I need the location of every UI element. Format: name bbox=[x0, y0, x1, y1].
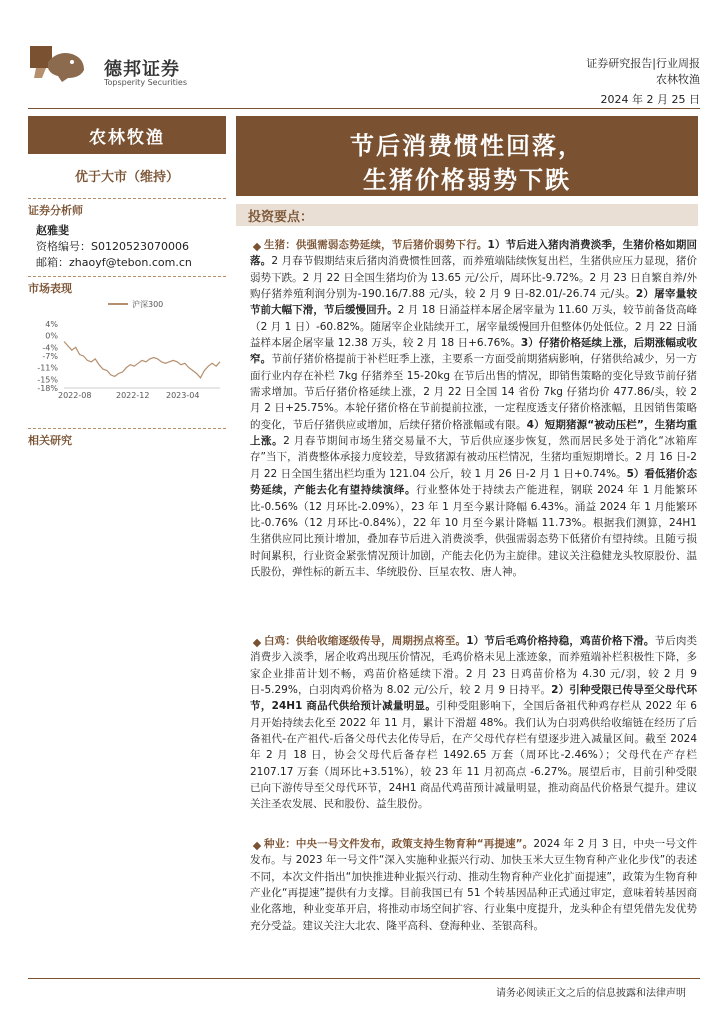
y-tick-label: 0% bbox=[45, 331, 58, 341]
rating-label: 优于大市（维持） bbox=[74, 170, 179, 185]
analyst-email: 邮箱：zhaoyf@tebon.com.cn bbox=[36, 256, 192, 269]
hogs-point1-lead: 1）节后进入猪肉消费淡季，生猪价格如期回落。 bbox=[250, 239, 698, 268]
hogs-point4-lead: 4）短期猪源“被动压栏”，生猪均重上涨。 bbox=[250, 418, 698, 448]
broilers-point1-lead: 1）节后毛鸡价格持稳，鸡苗价格下滑。 bbox=[466, 635, 655, 647]
y-tick-label: -15% bbox=[37, 375, 58, 385]
x-tick-label: 2022-08 bbox=[58, 391, 92, 400]
tebon-logo-icon bbox=[28, 44, 90, 84]
hogs-point2-text: 2 月 18 日涌益样本屠企屠宰量为 11.60 万头，较节前备货高峰（2 月 1 日）-60.82%。随屠宰企业陆续开工，屠宰量缓慢回升但整体仍处低位。2 月 22 日涌益样本屠企屠宰量 12.38 万头，较 2 月 18 日+6.76%。 bbox=[250, 304, 698, 350]
related-research-heading: 相关研究 bbox=[28, 428, 226, 448]
hogs-point5-text: 行业整体处于持续去产能进程，钢联 2024 年 1 月能繁环比-0.56%（12 月环比-2.09%），23 年 1 月至今累计降幅 6.43%。涌益 2024 年 1 月能繁环比-0.76%（12 月环比-0.84%），22 年 10 月至今累计降幅 11.73%。根据我们测算，24H1 生猪供应同比预计增加，叠加春节后进入消费淡季，供强需弱态势下低猪价有望持续。且随亏损时间累积，行业资金紧张情况预计加剧，产能去化仍为主旋律。建议关注稳健龙头牧原股份、温氏股份，弹性标的新五丰、华统股份、巨星农牧、唐人神。 bbox=[250, 484, 697, 578]
hogs-point1-text: 2 月春节假期结束后猪肉消费惯性回落，而养殖端陆续恢复出栏，生猪供应压力显现，猪价弱势下跌。2 月 22 日全国生猪均价为 13.65 元/公斤，周环比-9.72%。2 月 23 日自繁自养/外购仔猪养殖利润分别为-190.16/7.88 元/头，较 2 月 9 日-82.01/-26.74 元/头。 bbox=[250, 255, 697, 301]
hogs-point3-lead: 3）仔猪价格延续上涨，后期涨幅或收窄。 bbox=[250, 337, 697, 366]
y-tick-label: -18% bbox=[37, 384, 58, 393]
broilers-point2-text: 引种受阻影响下，全国后备祖代种鸡存栏从 2022 年 6 月开始持续去化至 2022 年 11 月，累计下滑超 48%。我们认为白羽鸡供给收缩链在经历了后备祖代-在产祖代-后备父母代去化传导后，在产父母代存栏有望逐步进入减量区间。截至 2024 年 2 月 18 日，协会父母代后备存栏 1492.65 万套（周环比-2.46%）；父母代在产存栏 2107.17 万套（周环比+3.51%），较 23 年 11 月初高点 -6.27%。展望后市，目前引种受限已向下游传导至父母代环节，24H1 商品代鸡苗预计减量明显，推动商品代价格景气提升。建议关注圣农发展、民和股份、益生股份。 bbox=[250, 700, 697, 811]
section-broilers bbox=[250, 633, 697, 813]
x-tick-label: 2022-12 bbox=[116, 391, 150, 400]
market-heading: 市场表现 bbox=[28, 276, 226, 296]
report-type: 证券研究报告|行业周报 bbox=[586, 57, 700, 70]
brand-name-en: Topsperity Securities bbox=[104, 78, 188, 87]
report-date: 2024 年 2 月 25 日 bbox=[600, 93, 700, 106]
report-title-box bbox=[236, 116, 698, 196]
hogs-point2-lead: 2）屠宰量较节前大幅下滑，节后缓慢回升。 bbox=[250, 288, 698, 317]
analyst-name: 赵雅斐 bbox=[36, 224, 69, 237]
section-broilers-lead: 白鸡：供给收缩逐级传导，周期拐点将至。 bbox=[264, 635, 467, 647]
sector-label: 农林牧渔 bbox=[28, 116, 226, 154]
series-line-hs300 bbox=[64, 342, 220, 378]
section-hogs-lead: 生猪：供强需弱态势延续，节后猪价弱势下行。 bbox=[264, 239, 488, 251]
hogs-point5-lead: 5）看低猪价态势延续，产能去化有望持续演绎。 bbox=[250, 467, 697, 497]
key-points-label: 投资要点： bbox=[248, 210, 314, 225]
footer-disclaimer: 请务必阅读正文之后的信息披露和法律声明 bbox=[496, 988, 686, 999]
report-sector: 农林牧渔 bbox=[656, 73, 700, 86]
broilers-point1-text: 节后肉类消费步入淡季，屠企收鸡出现压价情况，毛鸡价格未见上涨迹象，而养殖端补栏积极性下降，多家企业排苗计划不畅，鸡苗价格延续下滑。2 月 23 日鸡苗价格为 4.30 元/羽，较 2 月 9 日-5.29%，白羽肉鸡价格为 8.02 元/公斤，较 2 月 9 日持平。 bbox=[250, 635, 698, 697]
broilers-point2-lead: 2）引种受限已传导至父母代环节，24H1 商品代供给预计减量明显。 bbox=[250, 684, 697, 713]
report-title-line1: 节后消费惯性回落， bbox=[350, 132, 584, 160]
section-hogs bbox=[250, 237, 697, 580]
section-seeds bbox=[250, 836, 697, 934]
market-performance-chart bbox=[28, 296, 226, 408]
report-title-line2: 生猪价格弱势下跌 bbox=[363, 166, 571, 194]
y-tick-label: -11% bbox=[37, 363, 58, 373]
hogs-point4-text: 2 月春节期间市场生猪交易量不大，节后供应逐步恢复，然而居民多处于消化“冰箱库存”当下，消费整体承接力度较差，导致猪源有被动压栏情况，生猪均重短期增长。2 月 16 日-2 月 22 日全国生猪出栏均重为 121.04 公斤，较 1 月 26 日-2 月 1 日+0.74%。 bbox=[250, 435, 697, 480]
brand-name: 德邦证券 bbox=[104, 59, 180, 80]
legend-label: 沪深300 bbox=[132, 300, 164, 309]
hogs-point3-text: 节前仔猪价格提前于补栏旺季上涨，主要系一方面受前期猪病影响，仔猪供给减少，另一方面行业内存在补栏 7kg 仔猪养至 15-20kg 在节后出售的情况，即销售策略的变化导致节前仔猪需求增加。节后仔猪价格延续上涨，2 月 22 日全国 14 省份 7kg 仔猪均价 477.86/头，较 2 月 2 日+25.75%。本轮仔猪价格在节前提前拉涨，一定程度透支仔猪价格涨幅，且因销售策略的变化，节后仔猪供应或增加，后续仔猪价格涨幅或有限。 bbox=[250, 353, 698, 431]
footer-divider bbox=[28, 978, 700, 979]
section-seeds-lead: 种业：中央一号文件发布，政策支持生物育种“再提速”。 bbox=[264, 838, 534, 850]
x-tick-label: 2023-04 bbox=[166, 391, 200, 400]
analyst-heading: 证券分析师 bbox=[28, 198, 226, 218]
analyst-cert: 资格编号：S0120523070006 bbox=[36, 240, 189, 253]
header-divider bbox=[28, 108, 700, 109]
y-tick-label: -7% bbox=[42, 352, 58, 361]
y-tick-label: 4% bbox=[45, 320, 58, 329]
seeds-text: 2024 年 2 月 3 日，中央一号文件发布。与 2023 年一号文件“深入实施种业振兴行动、加快玉米大豆生物育种产业化步伐”的表述不同，本次文件指出“加快推进种业振兴行动、推动生物育种产业化扩面提速”，政策为生物育种产业化“再提速”提供有力支撑。目前我国已有 51 个转基因品种正式通过审定，意味着转基因商业化落地，种业变革开启，将推动市场空间扩容、行业集中度提升，龙头种企有望凭借先发优势充分受益。建议关注大北农、隆平高科、登海种业、荃银高科。 bbox=[250, 838, 697, 932]
y-tick-label: -4% bbox=[42, 343, 58, 353]
